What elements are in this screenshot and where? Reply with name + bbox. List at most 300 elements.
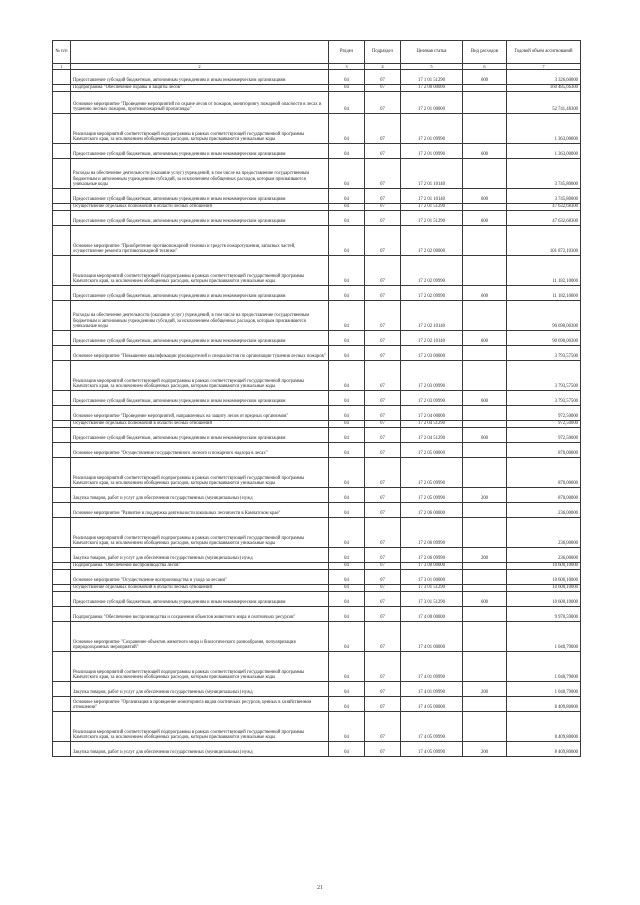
row-name-cell: Предоставление субсидий бюджетным, автономным учреждениям и иным некоммерческим организациям: [71, 211, 329, 226]
row-name-cell: Закупка товаров, работ и услуг для обеспечения государственных (муниципальных) нужд: [71, 488, 329, 503]
row-razdel-cell: 04: [329, 443, 365, 458]
row-name-cell: Предоставление субсидий бюджетным, автономным учреждениям и иным некоммерческим организациям: [71, 144, 329, 159]
column-index: 4: [365, 64, 401, 70]
row-num-cell: [53, 85, 71, 92]
row-name-cell: Реализация мероприятий соответствующей подпрограммы в рамках соответствующей государственной программы Камчатского края, за исключением обобщенных расходов, которым присваиваются уникальные коды: [71, 114, 329, 144]
column-index: 1: [53, 64, 71, 70]
row-razdel-cell: 04: [329, 488, 365, 503]
row-tselevaya-cell: 17 2 05 09990: [401, 458, 463, 488]
row-podrazdel-cell: 07: [365, 406, 401, 421]
row-amount-cell: 11 182,10000: [507, 286, 581, 301]
row-vid-cell: [463, 697, 507, 712]
row-name-cell: Основное мероприятие "Повышение квалификации руководителей и специалистов по организации тушения лесных пожаров": [71, 346, 329, 361]
row-name-cell: Подпрограмма "Обеспечение охраны и защиты лесов": [71, 85, 329, 92]
row-num-cell: [53, 70, 71, 85]
row-num-cell: [53, 607, 71, 622]
row-amount-cell: 8 409,80000: [507, 712, 581, 742]
row-name-cell: Основное мероприятие "Осуществление государственного лесного и пожарного надзора в лесах": [71, 443, 329, 458]
table-row: [53, 70, 581, 85]
row-podrazdel-cell: 07: [365, 428, 401, 443]
row-razdel-cell: 04: [329, 331, 365, 346]
table-row: [53, 226, 581, 256]
table-row: [53, 488, 581, 503]
row-vid-cell: [463, 443, 507, 458]
row-podrazdel-cell: 07: [365, 256, 401, 286]
row-tselevaya-cell: 17 2 05 00000: [401, 443, 463, 458]
row-num-cell: [53, 256, 71, 286]
row-num-cell: [53, 503, 71, 518]
row-num-cell: [53, 742, 71, 757]
row-vid-cell: 600: [463, 286, 507, 301]
row-vid-cell: [463, 652, 507, 682]
row-podrazdel-cell: 07: [365, 286, 401, 301]
table-row: [53, 622, 581, 652]
row-amount-cell: 52 741,48300: [507, 92, 581, 114]
row-name-cell: Основное мероприятие "Осуществление воспроизводства и ухода за лесами": [71, 570, 329, 585]
row-razdel-cell: 04: [329, 563, 365, 570]
table-row: [53, 114, 581, 144]
row-name-cell: Закупка товаров, работ и услуг для обеспечения государственных (муниципальных) нужд: [71, 742, 329, 757]
row-name-cell: Основное мероприятие "Сохранение объектов животного мира и биологического разнообразия, популяризация природоохранных мероприятий": [71, 622, 329, 652]
row-tselevaya-cell: 17 2 02 00000: [401, 226, 463, 256]
row-razdel-cell: 04: [329, 652, 365, 682]
row-amount-cell: 870,00000: [507, 458, 581, 488]
row-num-cell: [53, 622, 71, 652]
table-row: [53, 189, 581, 204]
row-razdel-cell: 04: [329, 607, 365, 622]
row-tselevaya-cell: 17 2 03 09990: [401, 391, 463, 406]
row-tselevaya-cell: 17 2 00 00000: [401, 85, 463, 92]
row-podrazdel-cell: 07: [365, 391, 401, 406]
row-num-cell: [53, 159, 71, 189]
row-vid-cell: [463, 503, 507, 518]
table-row: [53, 607, 581, 622]
row-name-cell: Расходы на обеспечение деятельности (оказание услуг) учреждений, в том числе на предоставление государственным бюджетным и автономным учреждениям субсидий, за исключением обобщенных расходов, которым присваиваются уникальные коды: [71, 159, 329, 189]
row-vid-cell: [463, 92, 507, 114]
table-row: [53, 286, 581, 301]
row-amount-cell: 1 363,00000: [507, 144, 581, 159]
row-amount-cell: 10 600,10000: [507, 585, 581, 592]
row-podrazdel-cell: 07: [365, 712, 401, 742]
row-tselevaya-cell: 17 2 06 09990: [401, 548, 463, 563]
row-amount-cell: 11 182,10000: [507, 256, 581, 286]
column-index: 2: [71, 64, 329, 70]
row-num-cell: [53, 346, 71, 361]
row-vid-cell: 200: [463, 548, 507, 563]
row-amount-cell: 236,00000: [507, 503, 581, 518]
table-row: [53, 301, 581, 331]
table-row: [53, 682, 581, 697]
row-tselevaya-cell: 17 2 01 51290: [401, 204, 463, 211]
row-name-cell: Осуществление отдельных полномочий в области лесных отношений: [71, 421, 329, 428]
table-row: [53, 331, 581, 346]
row-name-cell: Предоставление субсидий бюджетным, автономным учреждениям и иным некоммерческим организациям: [71, 428, 329, 443]
row-num-cell: [53, 428, 71, 443]
row-tselevaya-cell: 17 4 01 09990: [401, 682, 463, 697]
row-tselevaya-cell: 17 2 01 51290: [401, 211, 463, 226]
row-razdel-cell: 04: [329, 204, 365, 211]
row-podrazdel-cell: 07: [365, 622, 401, 652]
table-row: [53, 585, 581, 592]
row-amount-cell: 8 409,80000: [507, 697, 581, 712]
row-amount-cell: 972,50000: [507, 421, 581, 428]
row-num-cell: [53, 361, 71, 391]
row-num-cell: [53, 518, 71, 548]
table-row: [53, 256, 581, 286]
row-razdel-cell: 04: [329, 144, 365, 159]
row-podrazdel-cell: 07: [365, 114, 401, 144]
table-row: [53, 712, 581, 742]
row-name-cell: Закупка товаров, работ и услуг для обеспечения государственных (муниципальных) нужд: [71, 682, 329, 697]
row-podrazdel-cell: 07: [365, 585, 401, 592]
row-tselevaya-cell: 17 3 01 00000: [401, 570, 463, 585]
row-num-cell: [53, 443, 71, 458]
table-row: [53, 346, 581, 361]
row-podrazdel-cell: 07: [365, 361, 401, 391]
row-amount-cell: 870,00000: [507, 488, 581, 503]
table-row: [53, 144, 581, 159]
row-podrazdel-cell: 07: [365, 226, 401, 256]
row-amount-cell: 8 409,80000: [507, 742, 581, 757]
row-razdel-cell: 04: [329, 406, 365, 421]
row-amount-cell: 236,00000: [507, 548, 581, 563]
row-podrazdel-cell: 07: [365, 189, 401, 204]
row-vid-cell: [463, 421, 507, 428]
row-name-cell: Основное мероприятие "Проведение мероприятий по охране лесов от пожаров, мониторингу пожарной опасности в лесах и тушению лесных пожаров, противопожарный пропаганды": [71, 92, 329, 114]
row-podrazdel-cell: 07: [365, 443, 401, 458]
row-vid-cell: [463, 226, 507, 256]
table-row: [53, 443, 581, 458]
row-amount-cell: 236,00000: [507, 518, 581, 548]
row-num-cell: [53, 592, 71, 607]
row-tselevaya-cell: 17 1 01 51290: [401, 70, 463, 85]
row-amount-cell: 1 040,79000: [507, 652, 581, 682]
row-amount-cell: 10 600,10000: [507, 570, 581, 585]
row-vid-cell: [463, 204, 507, 211]
table-row: [53, 652, 581, 682]
row-vid-cell: 200: [463, 488, 507, 503]
row-name-cell: Закупка товаров, работ и услуг для обеспечения государственных (муниципальных) нужд: [71, 548, 329, 563]
row-podrazdel-cell: 07: [365, 682, 401, 697]
row-amount-cell: 1 363,00000: [507, 114, 581, 144]
table-row: [53, 406, 581, 421]
row-podrazdel-cell: 07: [365, 548, 401, 563]
header-obem-assignovaniy: Годовой объем ассигнований: [507, 41, 581, 64]
row-vid-cell: [463, 114, 507, 144]
row-vid-cell: [463, 85, 507, 92]
row-num-cell: [53, 697, 71, 712]
row-podrazdel-cell: 07: [365, 563, 401, 570]
row-vid-cell: 600: [463, 189, 507, 204]
row-num-cell: [53, 92, 71, 114]
row-amount-cell: 47 632,68300: [507, 204, 581, 211]
row-name-cell: Расходы на обеспечение деятельности (оказание услуг) учреждений, в том числе на предоставление государственным бюджетным и автономным учреждениям субсидий, за исключением обобщенных расходов, которым присваиваются уникальные коды: [71, 301, 329, 331]
row-num-cell: [53, 421, 71, 428]
row-razdel-cell: 04: [329, 92, 365, 114]
page-number: 21: [317, 885, 323, 891]
row-num-cell: [53, 144, 71, 159]
row-vid-cell: 600: [463, 331, 507, 346]
table-row: [53, 458, 581, 488]
table-row: [53, 503, 581, 518]
table-row: [53, 361, 581, 391]
row-razdel-cell: 04: [329, 256, 365, 286]
row-podrazdel-cell: 07: [365, 211, 401, 226]
table-row: [53, 159, 581, 189]
row-vid-cell: 200: [463, 682, 507, 697]
row-num-cell: [53, 585, 71, 592]
row-amount-cell: 101 872,10300: [507, 226, 581, 256]
row-podrazdel-cell: 07: [365, 592, 401, 607]
row-num-cell: [53, 189, 71, 204]
row-name-cell: Предоставление субсидий бюджетным, автономным учреждениям и иным некоммерческим организациям: [71, 286, 329, 301]
header-num: № п/п: [53, 41, 71, 64]
row-name-cell: Подпрограмма "Обеспечение воспроизводства лесов": [71, 563, 329, 570]
row-razdel-cell: 04: [329, 114, 365, 144]
row-name-cell: Предоставление субсидий бюджетным, автономным учреждениям и иным некоммерческим организациям: [71, 391, 329, 406]
row-vid-cell: 600: [463, 211, 507, 226]
row-num-cell: [53, 226, 71, 256]
row-name-cell: Предоставление субсидий бюджетным, автономным учреждениям и иным некоммерческим организациям: [71, 70, 329, 85]
row-vid-cell: [463, 518, 507, 548]
row-razdel-cell: 04: [329, 682, 365, 697]
row-tselevaya-cell: 17 2 04 51290: [401, 428, 463, 443]
row-tselevaya-cell: 17 2 01 09990: [401, 144, 463, 159]
table-row: [53, 563, 581, 570]
row-razdel-cell: 04: [329, 428, 365, 443]
row-tselevaya-cell: 17 4 05 09990: [401, 712, 463, 742]
row-amount-cell: 1 040,79000: [507, 622, 581, 652]
row-vid-cell: 600: [463, 144, 507, 159]
row-name-cell: Основное мероприятие "Организация и проведение мониторинга видов охотничьих ресурсов, ценных в хозяйственном отношении": [71, 697, 329, 712]
row-tselevaya-cell: 17 2 02 09990: [401, 286, 463, 301]
row-razdel-cell: 04: [329, 159, 365, 189]
row-razdel-cell: 04: [329, 211, 365, 226]
table-row: [53, 742, 581, 757]
row-vid-cell: [463, 607, 507, 622]
row-amount-cell: 3 793,57500: [507, 346, 581, 361]
row-num-cell: [53, 406, 71, 421]
row-razdel-cell: 04: [329, 391, 365, 406]
row-num-cell: [53, 114, 71, 144]
row-num-cell: [53, 652, 71, 682]
row-razdel-cell: 04: [329, 548, 365, 563]
row-vid-cell: [463, 458, 507, 488]
row-num-cell: [53, 570, 71, 585]
row-razdel-cell: 04: [329, 85, 365, 92]
row-tselevaya-cell: 17 4 01 09990: [401, 652, 463, 682]
row-amount-cell: 9 970,59000: [507, 607, 581, 622]
row-num-cell: [53, 286, 71, 301]
row-vid-cell: [463, 361, 507, 391]
row-amount-cell: 90 690,00300: [507, 331, 581, 346]
row-tselevaya-cell: 17 3 01 51290: [401, 585, 463, 592]
row-vid-cell: [463, 256, 507, 286]
row-vid-cell: 600: [463, 70, 507, 85]
row-razdel-cell: 04: [329, 361, 365, 391]
row-podrazdel-cell: 07: [365, 458, 401, 488]
table-row: [53, 204, 581, 211]
row-num-cell: [53, 682, 71, 697]
row-amount-cell: 870,00000: [507, 443, 581, 458]
row-tselevaya-cell: 17 2 01 10140: [401, 189, 463, 204]
table-row: [53, 391, 581, 406]
row-razdel-cell: 04: [329, 346, 365, 361]
header-vid-raskhodov: Вид расходов: [463, 41, 507, 64]
row-amount-cell: 10 600,10000: [507, 592, 581, 607]
row-vid-cell: [463, 346, 507, 361]
row-podrazdel-cell: 07: [365, 204, 401, 211]
row-razdel-cell: 04: [329, 697, 365, 712]
row-name-cell: Реализация мероприятий соответствующей подпрограммы в рамках соответствующей государственной программы Камчатского края, за исключением обобщенных расходов, которым присваиваются уникальные коды: [71, 256, 329, 286]
row-razdel-cell: 04: [329, 70, 365, 85]
row-tselevaya-cell: 17 2 06 00000: [401, 503, 463, 518]
row-razdel-cell: 04: [329, 592, 365, 607]
row-num-cell: [53, 548, 71, 563]
table-row: [53, 92, 581, 114]
row-vid-cell: [463, 622, 507, 652]
row-podrazdel-cell: 07: [365, 503, 401, 518]
row-num-cell: [53, 488, 71, 503]
table-row: [53, 570, 581, 585]
row-podrazdel-cell: 07: [365, 518, 401, 548]
column-index: 3: [329, 64, 365, 70]
row-tselevaya-cell: 17 3 01 51290: [401, 592, 463, 607]
row-podrazdel-cell: 07: [365, 742, 401, 757]
row-podrazdel-cell: 07: [365, 301, 401, 331]
row-razdel-cell: 04: [329, 458, 365, 488]
budget-allocation-table: [52, 40, 581, 757]
row-podrazdel-cell: 07: [365, 607, 401, 622]
row-razdel-cell: 04: [329, 622, 365, 652]
row-tselevaya-cell: 17 2 02 09990: [401, 256, 463, 286]
row-amount-cell: 3 793,57500: [507, 361, 581, 391]
row-razdel-cell: 04: [329, 301, 365, 331]
row-num-cell: [53, 211, 71, 226]
row-podrazdel-cell: 07: [365, 70, 401, 85]
row-num-cell: [53, 301, 71, 331]
row-tselevaya-cell: 17 4 01 00000: [401, 622, 463, 652]
row-amount-cell: 90 690,00300: [507, 301, 581, 331]
row-tselevaya-cell: 17 2 03 09990: [401, 361, 463, 391]
table-row: [53, 518, 581, 548]
row-num-cell: [53, 563, 71, 570]
row-name-cell: Реализация мероприятий соответствующей подпрограммы в рамках соответствующей государственной программы Камчатского края, за исключением обобщенных расходов, которым присваиваются уникальные коды: [71, 712, 329, 742]
row-tselevaya-cell: 17 2 02 10140: [401, 331, 463, 346]
table-row: [53, 85, 581, 92]
row-amount-cell: 3 745,80000: [507, 159, 581, 189]
row-vid-cell: [463, 563, 507, 570]
row-vid-cell: [463, 570, 507, 585]
row-name-cell: Реализация мероприятий соответствующей подпрограммы в рамках соответствующей государственной программы Камчатского края, за исключением обобщенных расходов, которым присваиваются уникальные коды: [71, 361, 329, 391]
row-vid-cell: [463, 159, 507, 189]
row-num-cell: [53, 458, 71, 488]
row-amount-cell: 3 326,60000: [507, 70, 581, 85]
row-name-cell: Основное мероприятие "Приобретение противопожарной техники и средств пожаротушения, запасных частей, осуществление ремонта противопожарной техники": [71, 226, 329, 256]
header-name: [71, 41, 329, 64]
row-amount-cell: 3 793,57500: [507, 391, 581, 406]
row-tselevaya-cell: 17 2 04 00000: [401, 406, 463, 421]
row-razdel-cell: 04: [329, 518, 365, 548]
table-row: [53, 697, 581, 712]
row-razdel-cell: 04: [329, 189, 365, 204]
row-razdel-cell: 04: [329, 742, 365, 757]
row-razdel-cell: 04: [329, 712, 365, 742]
row-vid-cell: 600: [463, 592, 507, 607]
row-tselevaya-cell: 17 2 05 09990: [401, 488, 463, 503]
row-amount-cell: 47 632,68300: [507, 211, 581, 226]
row-amount-cell: 10 600,10000: [507, 563, 581, 570]
table-row: [53, 421, 581, 428]
row-tselevaya-cell: 17 3 00 00000: [401, 563, 463, 570]
row-vid-cell: 200: [463, 742, 507, 757]
row-podrazdel-cell: 07: [365, 85, 401, 92]
row-tselevaya-cell: 17 2 03 00000: [401, 346, 463, 361]
column-index: 6: [463, 64, 507, 70]
header-razdel: Раздел: [329, 41, 365, 64]
row-vid-cell: [463, 301, 507, 331]
row-podrazdel-cell: 07: [365, 488, 401, 503]
row-amount-cell: 1 040,79000: [507, 682, 581, 697]
row-name-cell: Предоставление субсидий бюджетным, автономным учреждениям и иным некоммерческим организациям: [71, 331, 329, 346]
row-tselevaya-cell: 17 2 04 51290: [401, 421, 463, 428]
row-name-cell: Реализация мероприятий соответствующей подпрограммы в рамках соответствующей государственной программы Камчатского края, за исключением обобщенных расходов, которым присваиваются уникальные коды: [71, 518, 329, 548]
row-name-cell: Осуществление отдельных полномочий в области лесных отношений: [71, 204, 329, 211]
row-amount-cell: 160 485,66300: [507, 85, 581, 92]
row-amount-cell: 972,50000: [507, 406, 581, 421]
row-tselevaya-cell: 17 2 01 09990: [401, 114, 463, 144]
row-vid-cell: 600: [463, 428, 507, 443]
row-name-cell: Осуществление отдельных полномочий в области лесных отношений: [71, 585, 329, 592]
row-tselevaya-cell: 17 2 02 10140: [401, 301, 463, 331]
row-name-cell: Подпрограмма "Обеспечение воспроизводства и сохранения объектов животного мира и охотничьих ресурсов": [71, 607, 329, 622]
row-name-cell: Предоставление субсидий бюджетным, автономным учреждениям и иным некоммерческим организациям: [71, 189, 329, 204]
row-podrazdel-cell: 07: [365, 697, 401, 712]
row-amount-cell: 972,50000: [507, 428, 581, 443]
row-razdel-cell: 04: [329, 421, 365, 428]
row-tselevaya-cell: 17 2 01 10140: [401, 159, 463, 189]
row-razdel-cell: 04: [329, 503, 365, 518]
table-row: [53, 592, 581, 607]
row-name-cell: Реализация мероприятий соответствующей подпрограммы в рамках соответствующей государственной программы Камчатского края, за исключением обобщенных расходов, которым присваиваются уникальные коды: [71, 652, 329, 682]
row-num-cell: [53, 391, 71, 406]
row-vid-cell: 600: [463, 391, 507, 406]
row-podrazdel-cell: 07: [365, 421, 401, 428]
column-index: 5: [401, 64, 463, 70]
row-num-cell: [53, 331, 71, 346]
row-podrazdel-cell: 07: [365, 331, 401, 346]
row-razdel-cell: 04: [329, 226, 365, 256]
row-podrazdel-cell: 07: [365, 652, 401, 682]
row-name-cell: Предоставление субсидий бюджетным, автономным учреждениям и иным некоммерческим организациям: [71, 592, 329, 607]
row-podrazdel-cell: 07: [365, 144, 401, 159]
row-podrazdel-cell: 07: [365, 92, 401, 114]
header-podrazdel: Подраздел: [365, 41, 401, 64]
table-body: [53, 70, 581, 757]
row-name-cell: Основное мероприятие "Развитие и поддержка деятельности школьных лесничеств в Камчатском крае": [71, 503, 329, 518]
column-index: 7: [507, 64, 581, 70]
row-num-cell: [53, 712, 71, 742]
header-tselevaya-statya: Целевая статья: [401, 41, 463, 64]
row-podrazdel-cell: 07: [365, 159, 401, 189]
row-num-cell: [53, 204, 71, 211]
row-name-cell: Основное мероприятие "Проведение мероприятий, направленных на защиту лесов от вредных организмов": [71, 406, 329, 421]
table-row: [53, 548, 581, 563]
row-podrazdel-cell: 07: [365, 346, 401, 361]
table-row: [53, 428, 581, 443]
row-tselevaya-cell: 17 4 00 00000: [401, 607, 463, 622]
row-name-cell: Реализация мероприятий соответствующей подпрограммы в рамках соответствующей государственной программы Камчатского края, за исключением обобщенных расходов, которым присваиваются уникальные коды: [71, 458, 329, 488]
